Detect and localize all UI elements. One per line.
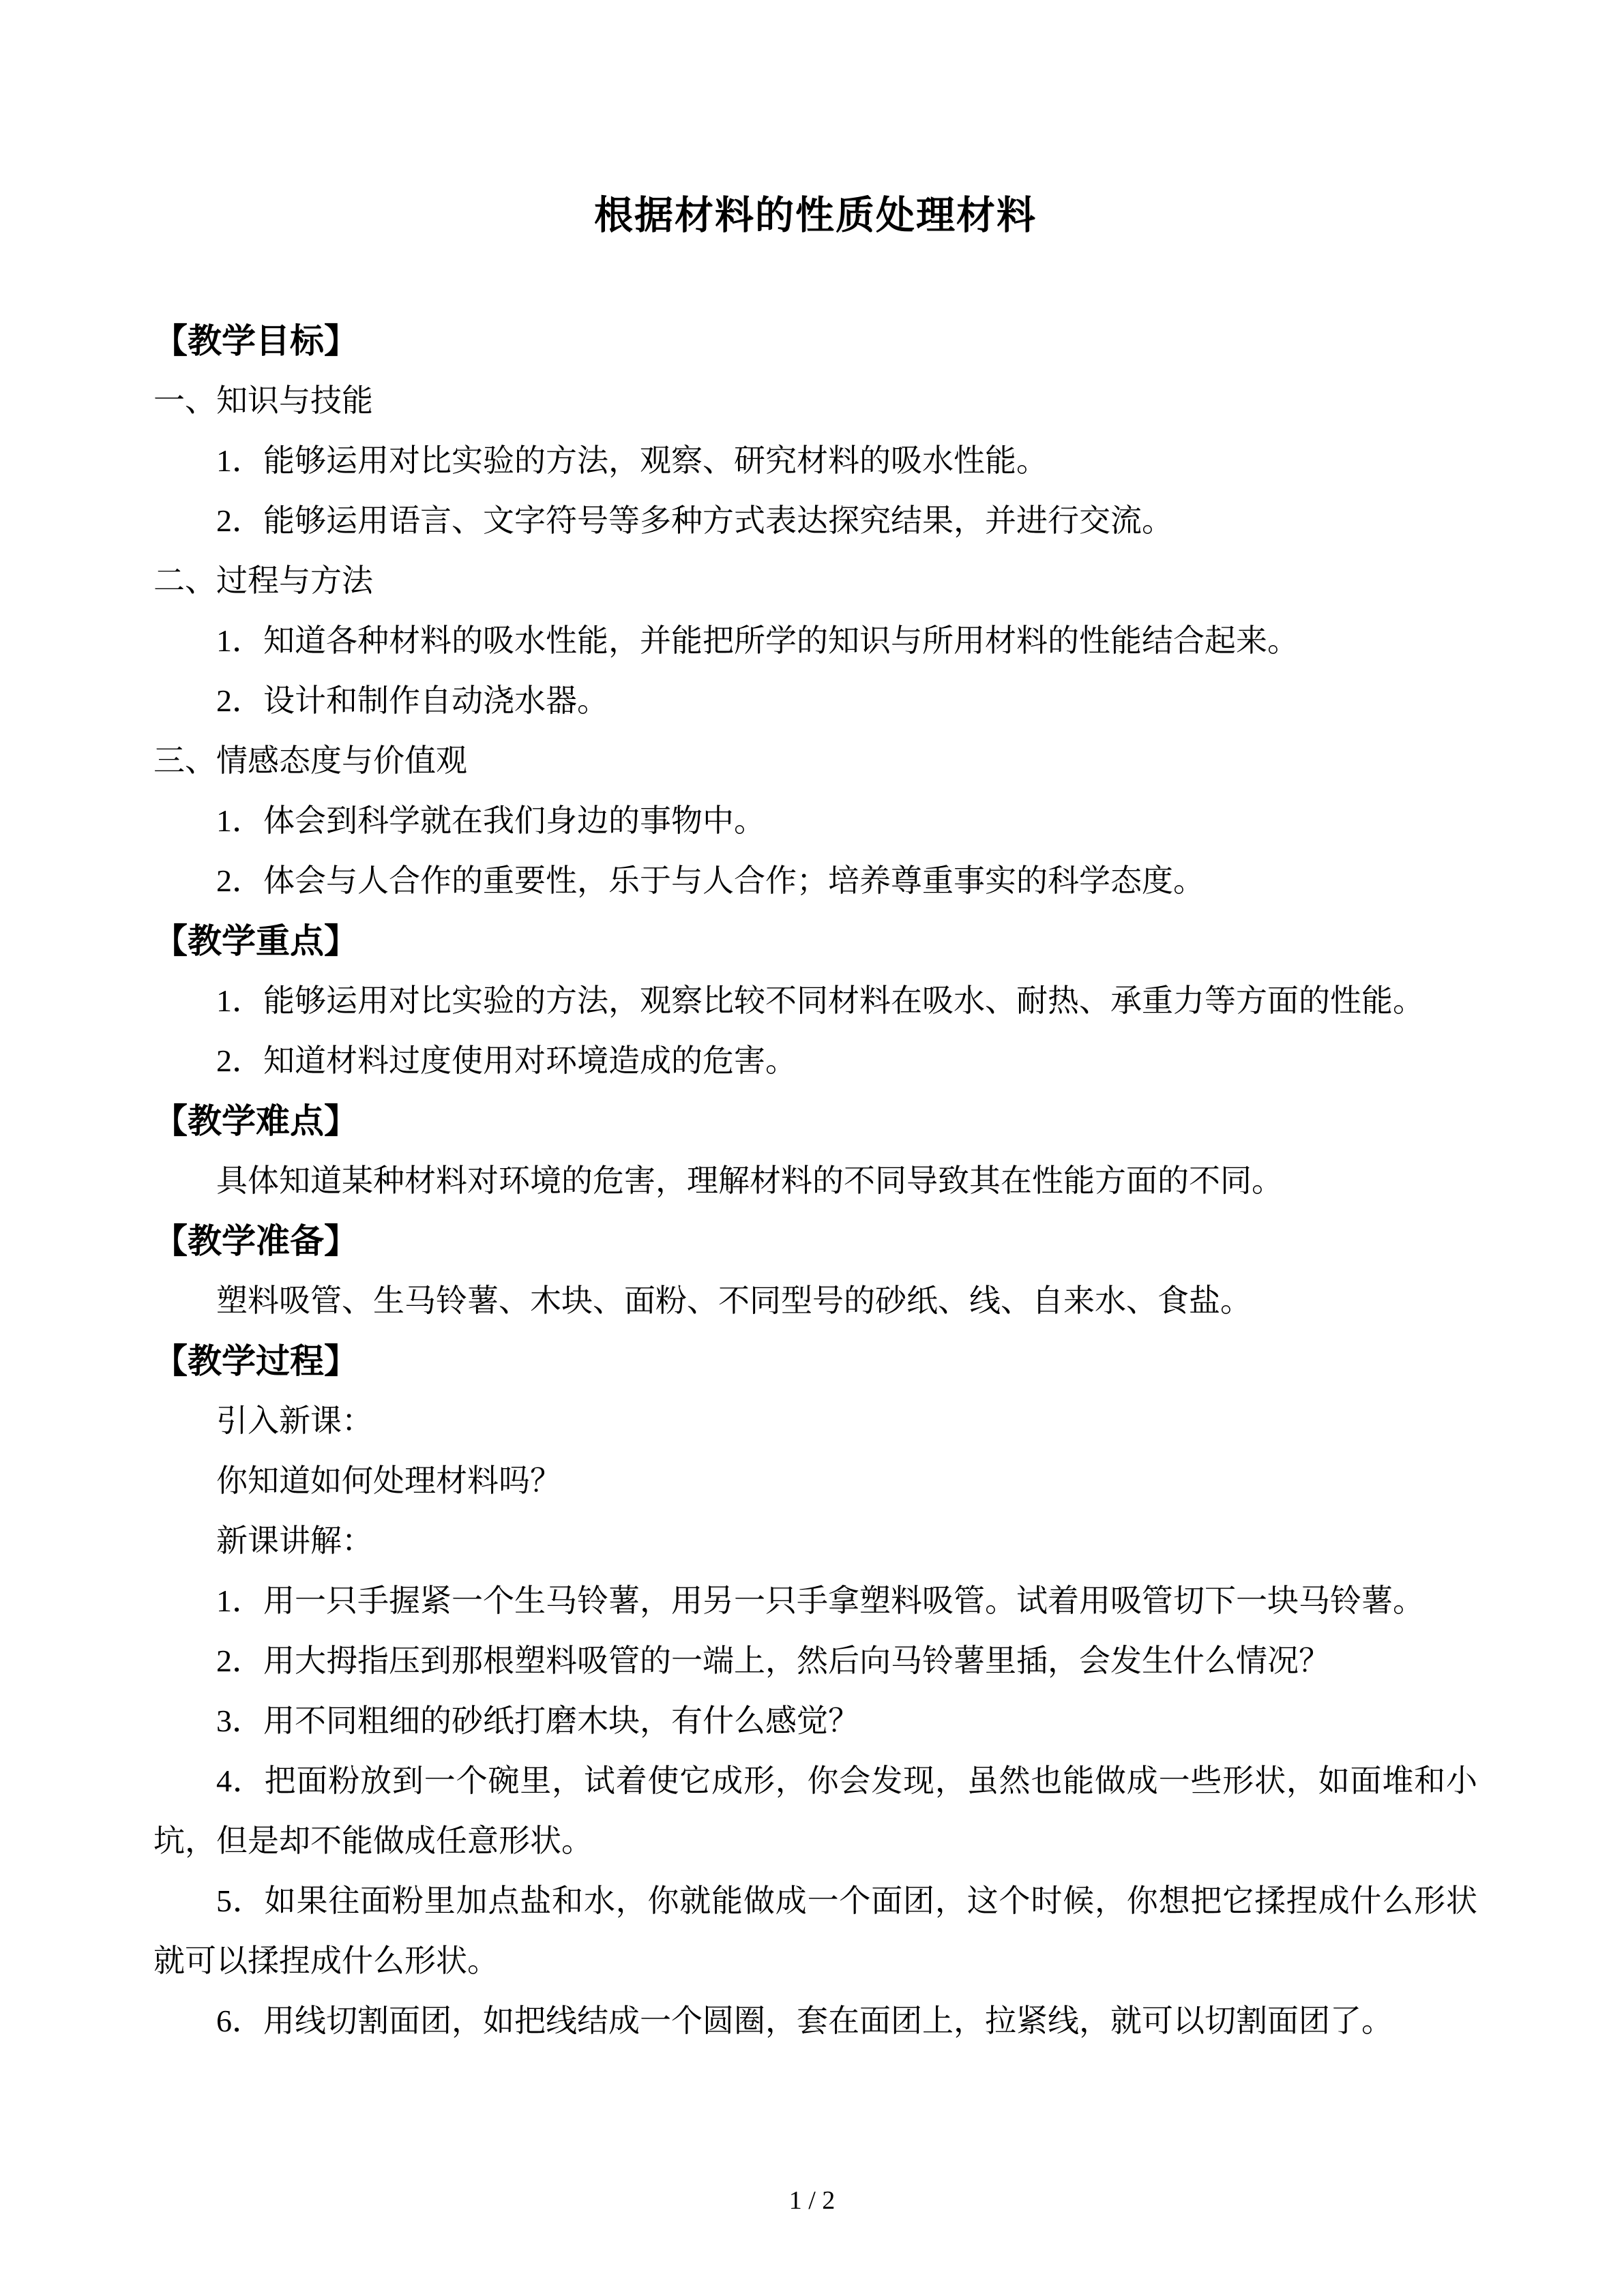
paragraph: 5．如果往面粉里加点盐和水，你就能做成一个面团，这个时候，你想把它揉捏成什么形状就可以揉捏成什么形状。: [153, 1883, 1477, 1978]
paragraph: 引入新课：: [216, 1403, 373, 1438]
section-heading: 【教学难点】: [153, 1102, 358, 1140]
paragraph: 塑料吸管、生马铃薯、木块、面粉、不同型号的砂纸、线、自来水、食盐。: [216, 1283, 1252, 1318]
section-heading: 【教学目标】: [153, 322, 358, 360]
paragraph: 具体知道某种材料对环境的危害，理解材料的不同导致其在性能方面的不同。: [216, 1163, 1283, 1198]
paragraph: 1．知道各种材料的吸水性能，并能把所学的知识与所用材料的性能结合起来。: [216, 623, 1299, 658]
section-heading: 【教学重点】: [153, 922, 358, 960]
paragraph: 1．体会到科学就在我们身边的事物中。: [216, 803, 765, 838]
page-number: 1 / 2: [788, 2186, 836, 2215]
paragraph: 2．设计和制作自动浇水器。: [216, 683, 608, 718]
paragraph: 三、情感态度与价值观: [153, 743, 467, 778]
section-heading: 【教学过程】: [153, 1342, 358, 1380]
paragraph: 3．用不同粗细的砂纸打磨木块，有什么感觉？: [216, 1703, 859, 1738]
paragraph: 1．用一只手握紧一个生马铃薯，用另一只手拿塑料吸管。试着用吸管切下一块马铃薯。: [216, 1583, 1424, 1618]
document-body: [153, 311, 1477, 2051]
paragraph: 1．能够运用对比实验的方法，观察比较不同材料在吸水、耐热、承重力等方面的性能。: [216, 983, 1424, 1018]
document-title: 根据材料的性质处理材料: [594, 194, 1037, 237]
paragraph: 2．用大拇指压到那根塑料吸管的一端上，然后向马铃薯里插，会发生什么情况？: [216, 1643, 1330, 1678]
paragraph: 一、知识与技能: [153, 383, 373, 418]
paragraph: 4．把面粉放到一个碗里，试着使它成形，你会发现，虽然也能做成一些形状，如面堆和小坑，但是却不能做成任意形状。: [153, 1763, 1477, 1858]
paragraph: 二、过程与方法: [153, 563, 373, 598]
paragraph: 1．能够运用对比实验的方法，观察、研究材料的吸水性能。: [216, 443, 1048, 478]
paragraph: 2．知道材料过度使用对环境造成的危害。: [216, 1043, 797, 1078]
paragraph: 新课讲解：: [216, 1523, 373, 1558]
paragraph: 你知道如何处理材料吗？: [216, 1463, 561, 1498]
paragraph: 2．体会与人合作的重要性，乐于与人合作；培养尊重事实的科学态度。: [216, 863, 1205, 898]
paragraph: 6．用线切割面团，如把线结成一个圆圈，套在面团上，拉紧线，就可以切割面团了。: [216, 2003, 1393, 2038]
paragraph: 2．能够运用语言、文字符号等多种方式表达探究结果，并进行交流。: [216, 503, 1173, 538]
section-heading: 【教学准备】: [153, 1222, 358, 1260]
